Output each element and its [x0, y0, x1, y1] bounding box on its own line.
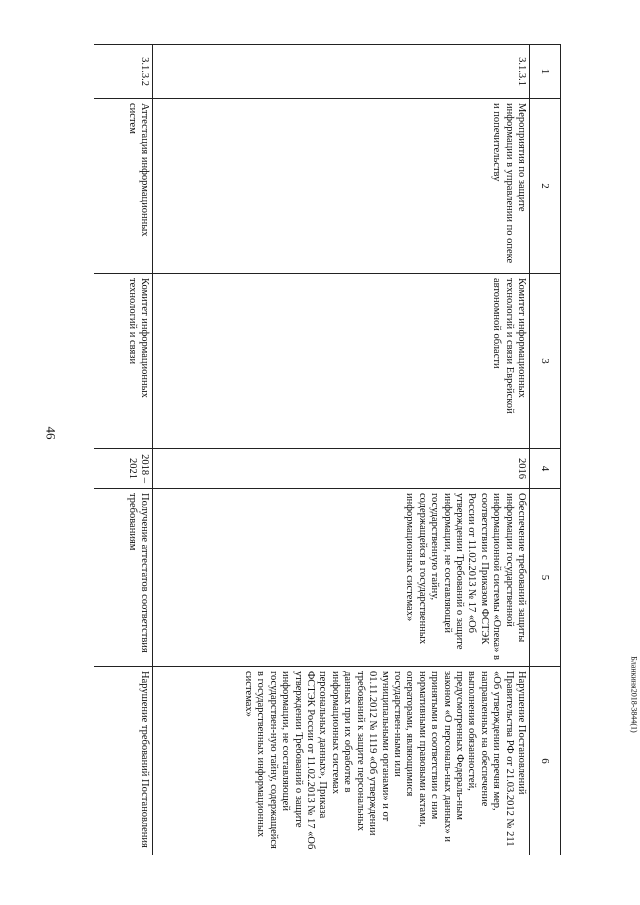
measure-cell: Аттестация информационных систем	[94, 99, 153, 274]
header-cell: 4	[530, 449, 561, 489]
header-cell: 5	[530, 489, 561, 667]
table-row	[94, 45, 153, 856]
row-number-cell: 3.1.3.2	[94, 45, 153, 99]
executor-cell: Комитет информационных технологий и связи Еврейской автономной области	[153, 274, 530, 449]
header-cell: 3	[530, 274, 561, 449]
page-number: 46	[43, 426, 59, 440]
years-cell: 2016	[153, 449, 530, 489]
rotated-table-frame	[94, 44, 561, 855]
table-container	[94, 44, 561, 855]
consequences-cell: Нарушение Постановлений Правительства РФ от 21.03.2012 № 211 «Об утверждении перечня мер, направленных на обеспечение выполнения обязанностей, предусмотренных Федераль-ным законом «О персональ-ных данных» и принятыми в соответствии с ним нормативными правовыми актами, операторами, являющимися государствен-ными или муниципальными органами» и от 01.11.2012 № 1119 «Об утверждении требований к защите персональных данных при их обработке в информационных системах персональных данных», Приказа ФСТЭК России от 11.02.2013 № 17 «Об утверждении Требований о защите информации, не составляющей государствен-ную тайну, содержащейся в государственных информационных системах»	[153, 667, 530, 856]
header-cell: 2	[530, 99, 561, 274]
executor-cell: Комитет информационных технологий и связи	[94, 274, 153, 449]
document-footer-code: Бланкиня2018-3844(1)	[629, 656, 639, 733]
header-cell: 1	[530, 45, 561, 99]
row-number-cell: 3.1.3.1	[153, 45, 530, 99]
result-cell: Обеспечение требований защиты информации государственной информационной системы «Опека» в соответствии с Приказом ФСТЭК России от 11.02.2013 № 17 «Об утверждении Требований о защите информации, не составляющей государственную тайну, содержащейся в государственных информационных системах»	[153, 489, 530, 667]
table-header-row	[530, 45, 561, 856]
consequences-cell: Нарушение требований Постановления	[94, 667, 153, 856]
header-cell: 6	[530, 667, 561, 856]
years-cell: 2018 – 2021	[94, 449, 153, 489]
program-measures-table	[94, 44, 561, 855]
measure-cell: Мероприятия по защите информации в управлении по опеке и попечительству	[153, 99, 530, 274]
result-cell: Получение аттестатов соответствия требованиям	[94, 489, 153, 667]
table-row	[153, 45, 530, 856]
